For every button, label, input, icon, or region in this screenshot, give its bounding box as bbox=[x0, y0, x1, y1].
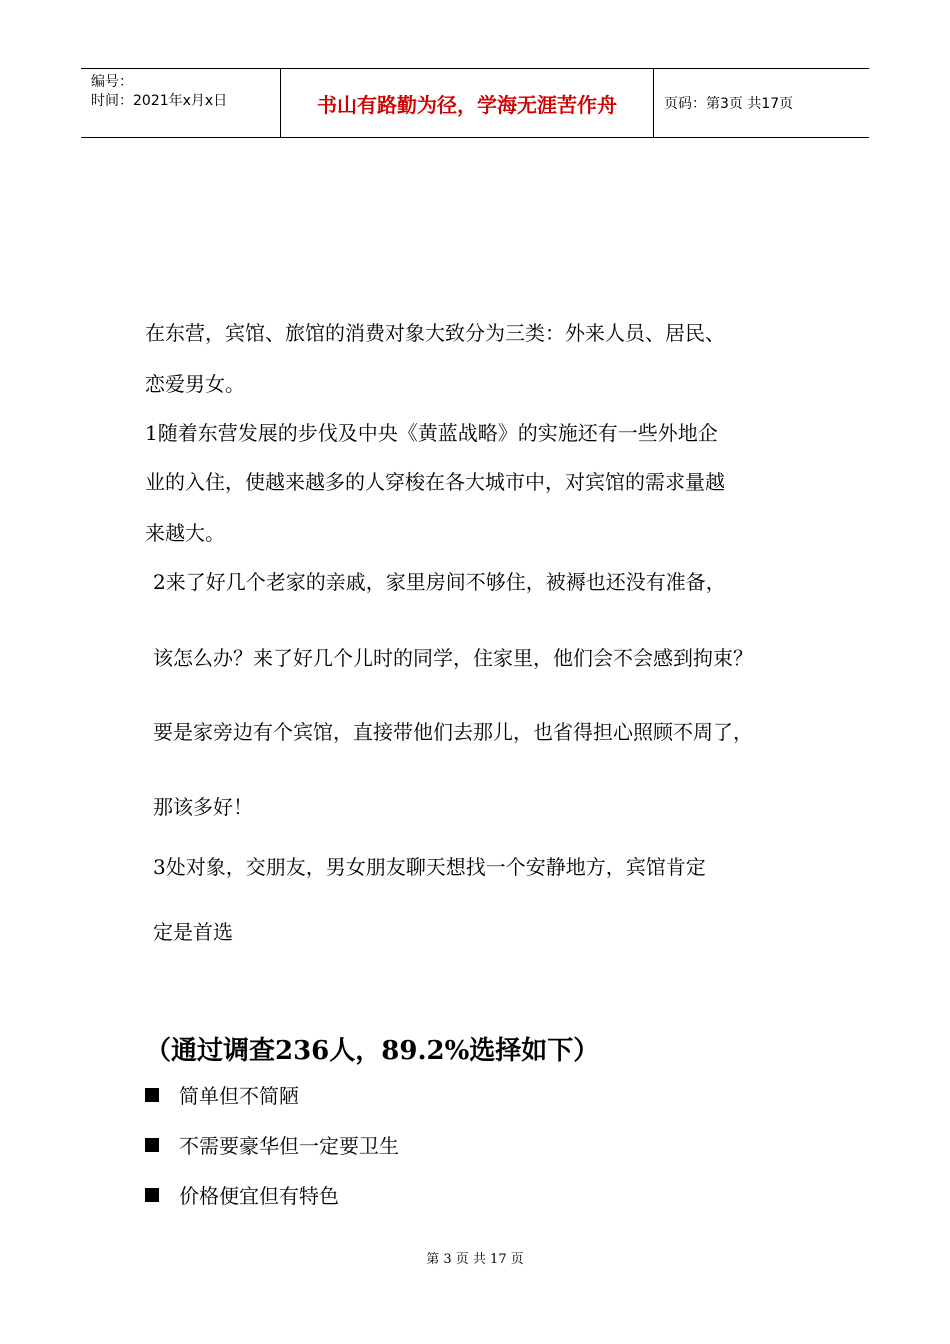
bullet-text: 价格便宜但有特色 bbox=[179, 1184, 339, 1208]
number-label: 编号： bbox=[91, 74, 133, 90]
square-bullet-icon bbox=[145, 1138, 159, 1152]
body-line: 来越大。 bbox=[145, 521, 225, 545]
body-line: 要是家旁边有个宾馆，直接带他们去那儿，也省得担心照顾不周了， bbox=[153, 720, 753, 744]
body-line: 恋爱男女。 bbox=[145, 372, 245, 396]
survey-heading: （通过调查236人，89.2%选择如下） bbox=[145, 1036, 600, 1066]
page-header bbox=[81, 68, 869, 138]
header-page-label: 页码：第3页 共17页 bbox=[664, 96, 794, 112]
header-meta bbox=[81, 69, 281, 137]
bullet-item bbox=[145, 1180, 339, 1209]
time-label: 时间：2021年x月x日 bbox=[91, 93, 228, 109]
header-motto: 书山有路勤为径，学海无涯苦作舟 bbox=[281, 69, 654, 137]
body-line: 3处对象，交朋友，男女朋友聊天想找一个安静地方，宾馆肯定 bbox=[153, 855, 706, 879]
body-line: 业的入住，使越来越多的人穿梭在各大城市中，对宾馆的需求量越 bbox=[145, 470, 725, 494]
bullet-text: 简单但不简陋 bbox=[179, 1084, 299, 1108]
body-line: 那该多好！ bbox=[153, 795, 253, 819]
body-line: 2来了好几个老家的亲戚，家里房间不够住，被褥也还没有准备， bbox=[153, 570, 726, 594]
square-bullet-icon bbox=[145, 1088, 159, 1102]
body-line: 在东营，宾馆、旅馆的消费对象大致分为三类：外来人员、居民、 bbox=[145, 321, 725, 345]
body-line: 定是首选 bbox=[153, 920, 233, 944]
square-bullet-icon bbox=[145, 1188, 159, 1202]
bullet-item bbox=[145, 1130, 399, 1159]
body-line: 1随着东营发展的步伐及中央《黄蓝战略》的实施还有一些外地企 bbox=[145, 421, 718, 445]
page-footer: 第 3 页 共 17 页 bbox=[426, 1252, 524, 1267]
bullet-text: 不需要豪华但一定要卫生 bbox=[179, 1134, 399, 1158]
bullet-item bbox=[145, 1080, 299, 1109]
body-line: 该怎么办？来了好几个儿时的同学，住家里，他们会不会感到拘束？ bbox=[153, 646, 753, 670]
